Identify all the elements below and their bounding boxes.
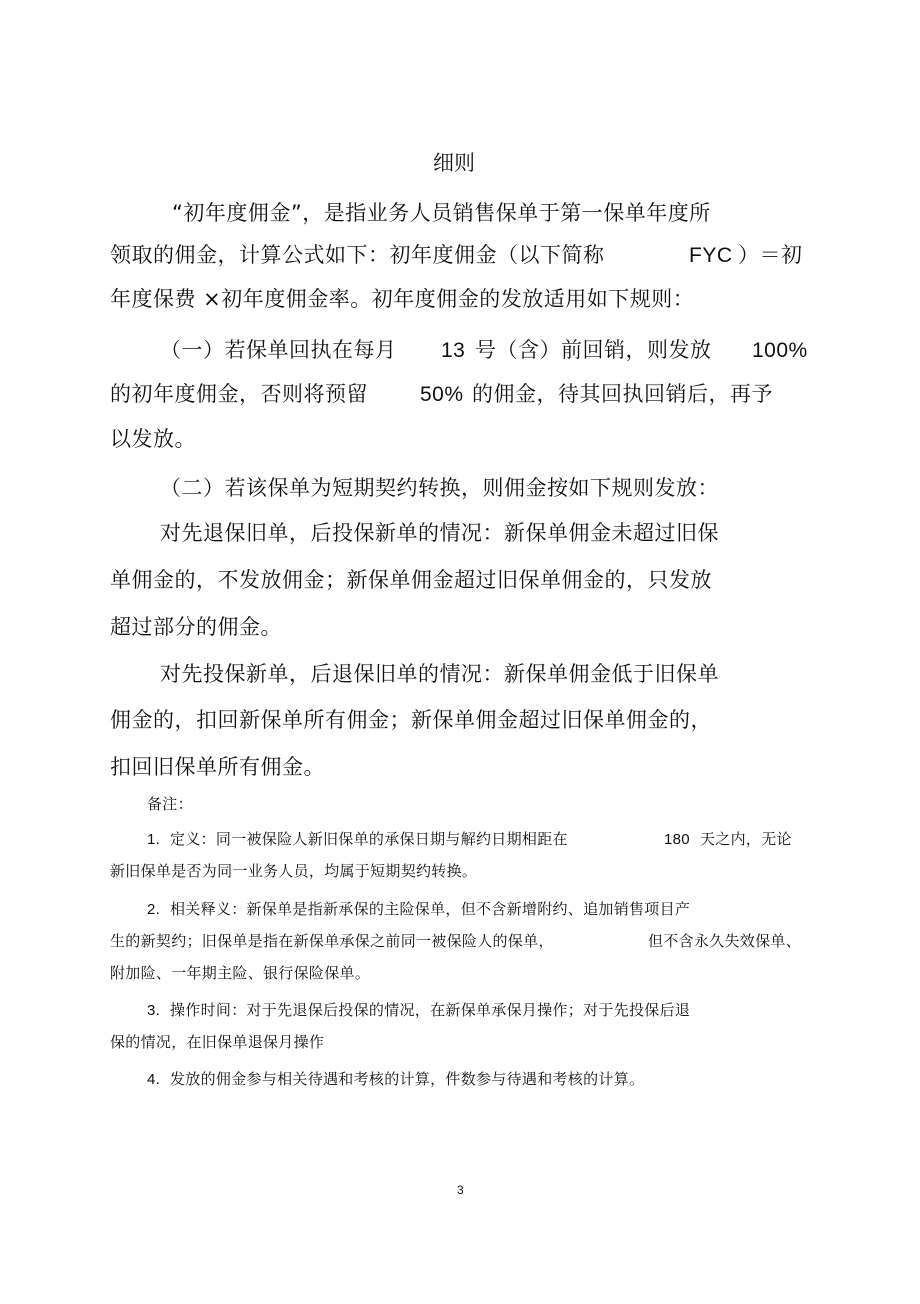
page-number: 3: [457, 1183, 464, 1197]
paragraph-4-line-2: 单佣金的，不发放佣金；新保单佣金超过旧保单佣金的，只发放: [110, 568, 712, 592]
paragraph-5-line-1: 对先投保新单，后退保旧单的情况：新保单佣金低于旧保单: [160, 662, 719, 686]
paragraph-1-line-2-text: 领取的佣金，计算公式如下：初年度佣金（以下简称: [110, 243, 605, 267]
paragraph-2-line-2c: 的佣金，待其回执回销后，再予: [472, 382, 773, 406]
paragraph-5-line-2: 佣金的，扣回新保单所有佣金；新保单佣金超过旧保单佣金的，: [110, 708, 712, 732]
note-3-line-2: 保的情况，在旧保单退保月操作: [110, 1033, 325, 1051]
paragraph-2-line-3: 以发放。: [110, 427, 196, 451]
paragraph-2-line-1a: （一）若保单回执在每月: [160, 338, 397, 362]
paragraph-2-line-1c: 号（含）前回销，则发放: [475, 338, 712, 362]
note-1-line-2: 新旧保单是否为同一业务人员，均属于短期契约转换。: [110, 862, 478, 880]
percent-50: 50%: [420, 383, 464, 406]
fyc-abbrev: FYC: [689, 244, 733, 267]
paragraph-1-line-3: 年度保费 ×初年度佣金率。初年度佣金的发放适用如下规则：: [110, 287, 695, 311]
note-4-line-1: 发放的佣金参与相关待遇和考核的计算，件数参与待遇和考核的计算。: [170, 1070, 645, 1088]
paragraph-3-line-1: （二）若该保单为短期契约转换，则佣金按如下规则发放：: [160, 476, 719, 500]
paragraph-1-line-2-end: ）＝初: [738, 243, 803, 267]
note-2-line-1: 相关释义：新保单是指新承保的主险保单，但不含新增附约、追加销售项目产: [170, 900, 691, 918]
paragraph-1-line-2: [110, 245, 605, 266]
note-2-number: 2.: [147, 901, 161, 918]
note-3-number: 3.: [147, 1002, 161, 1019]
notes-heading: 备注：: [147, 795, 193, 813]
paragraph-5-line-3: 扣回旧保单所有佣金。: [110, 755, 325, 779]
note-2-line-3: 附加险、一年期主险、银行保险保单。: [110, 964, 371, 982]
document-title: 细则: [433, 151, 475, 175]
day-13: 13: [441, 339, 466, 362]
note-1-line-1a: 定义：同一被保险人新旧保单的承保日期与解约日期相距在: [170, 830, 568, 848]
percent-100: 100%: [752, 339, 808, 362]
paragraph-2-line-2a: 的初年度佣金，否则将预留: [110, 382, 368, 406]
note-4-number: 4.: [147, 1071, 161, 1088]
note-2-line-2b: 但不含永久失效保单、: [648, 932, 802, 950]
note-1-line-1c: 天之内，无论: [700, 830, 792, 848]
note-2-line-2a: 生的新契约；旧保单是指在新保单承保之前同一被保险人的保单，: [110, 932, 554, 950]
note-3-line-1: 操作时间：对于先退保后投保的情况，在新保单承保月操作；对于先投保后退: [170, 1001, 691, 1019]
paragraph-4-line-3: 超过部分的佣金。: [110, 615, 282, 639]
paragraph-4-line-1: 对先退保旧单，后投保新单的情况：新保单佣金未超过旧保: [160, 521, 719, 545]
days-180: 180: [664, 831, 690, 848]
paragraph-1-line-1: “初年度佣金”，是指业务人员销售保单于第一保单年度所: [172, 201, 711, 225]
note-1-number: 1.: [147, 831, 161, 848]
